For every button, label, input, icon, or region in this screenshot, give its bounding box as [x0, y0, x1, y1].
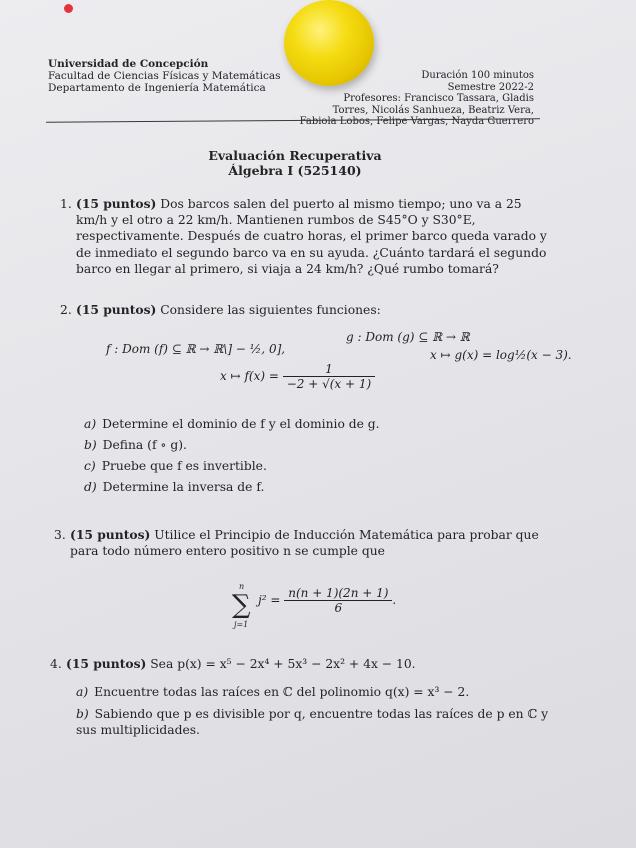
professors-line-1: Profesores: Francisco Tassara, Gladis — [343, 93, 534, 104]
problem-2-item-b — [84, 437, 187, 453]
problem-2-number: 2. — [60, 303, 72, 317]
item-text: Determine la inversa de f. — [102, 480, 265, 494]
sum-term: j² = — [258, 593, 281, 607]
problem-3-text: Utilice el Principio de Inducción Matemática para probar que para todo número entero positivo n se cumple que — [70, 528, 539, 559]
professors-line-2: Torres, Nicolás Sanhueza, Beatriz Vera, — [332, 104, 534, 116]
problem-4-points: (15 puntos) — [66, 656, 147, 671]
department-name: Departamento de Ingeniería Matemática — [48, 82, 266, 94]
item-label: d) — [84, 480, 97, 494]
problem-4-item-a — [76, 684, 546, 700]
problem-2-item-c — [84, 458, 267, 474]
function-g-signature: g : Dom (g) ⊆ ℝ → ℝ — [346, 330, 470, 344]
header-left — [48, 58, 281, 94]
problem-2-text: Considere las siguientes funciones: — [160, 303, 381, 317]
sum-numerator: n(n + 1)(2n + 1) — [284, 586, 392, 601]
item-label: c) — [84, 459, 96, 473]
exam-title-line-2: Álgebra I (525140) — [228, 163, 362, 178]
item-text: Sabiendo que p es divisible por q, encuentre todas las raíces de p en ℂ y sus multiplicidades. — [76, 707, 549, 737]
exam-duration: Duración 100 minutos — [421, 70, 534, 81]
university-name: Universidad de Concepción — [48, 58, 209, 70]
exam-title-line-1: Evaluación Recuperativa — [208, 148, 382, 163]
problem-3-points: (15 puntos) — [70, 527, 151, 542]
function-f-numerator: 1 — [283, 362, 375, 377]
item-text: Determine el dominio de f y el dominio de g. — [102, 417, 380, 431]
sum-denominator: 6 — [334, 601, 343, 615]
exam-title — [200, 148, 390, 178]
sum-expression — [258, 586, 396, 615]
problem-4-text: Sea p(x) = x⁵ − 2x⁴ + 5x³ − 2x² + 4x − 10. — [150, 657, 416, 671]
function-f-denominator: −2 + √(x + 1) — [286, 377, 372, 391]
faculty-name: Facultad de Ciencias Físicas y Matemáticas — [48, 70, 281, 82]
problem-3 — [54, 527, 552, 559]
sum-upper-limit: n — [239, 582, 245, 591]
red-pin — [64, 4, 73, 13]
item-label: a) — [76, 685, 89, 699]
problem-2 — [60, 302, 548, 318]
item-label: b) — [76, 707, 89, 721]
problem-1-text: Dos barcos salen del puerto al mismo tiempo; uno va a 25 km/h y el otro a 22 km/h. Mantienen rumbos de S45°O y S30°E, respectivamente. Después de cuatro horas, el primer barco queda varado y de inmediato el segundo barco va en su ayuda. ¿Cuánto tardará el segundo barco en llegar al primero, si viaja a 24 km/h? ¿Qué rumbo tomará? — [76, 197, 547, 276]
function-f-lhs: x ↦ f(x) = — [220, 369, 279, 383]
problem-2-item-a — [84, 416, 380, 432]
function-g-definition: x ↦ g(x) = log½(x − 3). — [430, 348, 572, 362]
item-text: Defina (f ∘ g). — [102, 438, 187, 452]
function-f-definition — [220, 362, 375, 391]
problem-1-number: 1. — [60, 197, 72, 211]
professors-line-3: Fabiola Lobos, Felipe Vargas, Nayda Guerrero — [299, 116, 534, 127]
problem-2-item-d — [84, 479, 264, 495]
problem-2-points: (15 puntos) — [76, 302, 157, 317]
problem-4-item-b — [76, 706, 556, 738]
sum-period: . — [392, 593, 397, 607]
sum-lower-limit: j=1 — [234, 620, 249, 629]
item-label: b) — [84, 438, 97, 452]
item-label: a) — [84, 417, 97, 431]
item-text: Encuentre todas las raíces en ℂ del polinomio q(x) = x³ − 2. — [94, 685, 470, 699]
exam-semester: Semestre 2022-2 — [447, 81, 534, 93]
function-f-signature: f : Dom (f) ⊆ ℝ → ℝ\] − ½, 0], — [106, 342, 286, 356]
problem-1-points: (15 puntos) — [76, 196, 157, 211]
problem-4 — [50, 656, 548, 672]
problem-3-number: 3. — [54, 528, 66, 542]
sigma-symbol: ∑ — [232, 590, 251, 620]
sum-fraction — [284, 586, 392, 615]
problem-4-number: 4. — [50, 657, 62, 671]
problem-1 — [60, 196, 548, 277]
function-f-fraction — [283, 362, 375, 391]
item-text: Pruebe que f es invertible. — [101, 459, 267, 473]
